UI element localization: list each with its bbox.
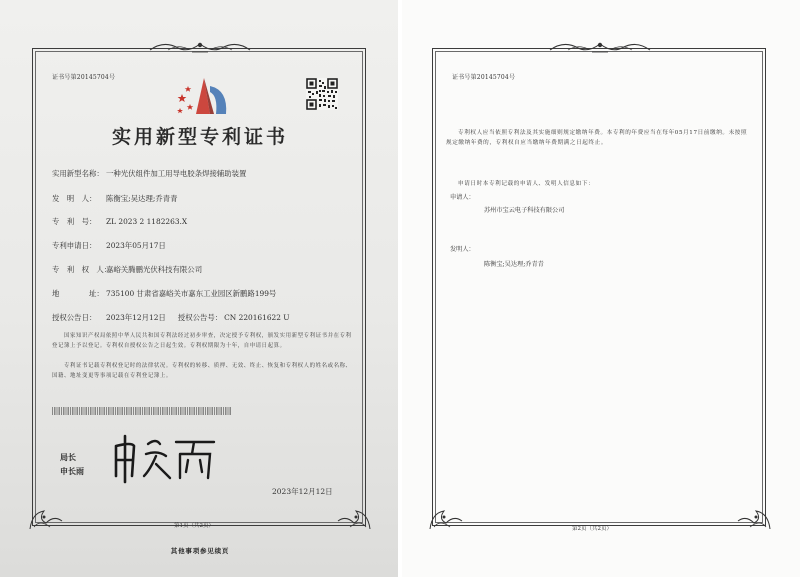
field-label: 发 明 人： [52, 194, 97, 203]
applicant-info-paragraph: 申请日时本专利记载的申请人、发明人信息如下： [458, 181, 595, 187]
field-value: 一种光伏组件加工用导电胶条焊接辅助装置 [106, 169, 247, 178]
corner-ornament-icon [334, 503, 374, 533]
certificate-number: 证书号第20145704号 [52, 74, 116, 81]
signature-icon [110, 432, 220, 484]
field-address [52, 288, 276, 299]
field-value: ZL 2023 2 1182263.X [106, 217, 188, 226]
field-label: 专 利 号： [52, 217, 97, 226]
issue-date: 2023年12月12日 [272, 487, 333, 496]
field-value: 2023年12月12日 [106, 313, 166, 322]
director-role: 局长 [60, 453, 76, 462]
field-value: 嘉峪关腾鹏光伏科技有限公司 [106, 265, 203, 274]
corner-ornament-icon [734, 503, 774, 533]
field-inventor [52, 193, 178, 204]
grant-number-value: CN 220161622 U [224, 313, 290, 322]
field-value: 陈衡宝;吴达理;乔青青 [106, 194, 178, 203]
footer-note: 其他事项参见续页 [170, 547, 230, 555]
field-label: 授权公告日： [52, 313, 97, 322]
page-number: 第1页（共2页） [174, 523, 214, 529]
field-label: 实用新型名称： [52, 169, 104, 178]
field-label: 专利申请日： [52, 241, 97, 250]
signature-text: 申长雨 [110, 432, 113, 433]
certificate-paragraph: 国家知识产权局依照中华人民共和国专利法经过初步审查，决定授予专利权，颁发实用新型专利证书并在专利登记簿上予以登记。专利权自授权公告之日起生效。专利权期限为十年，自申请日起算。 [52, 333, 352, 349]
field-application-date [52, 240, 166, 251]
field-grant-date [52, 312, 290, 323]
annual-fee-paragraph: 专利权人应当依照专利法及其实施细则规定缴纳年费。本专利的年费应当在每年05月17日前缴纳。未按照规定缴纳年费的，专利权自应当缴纳年费期满之日起终止。 [446, 130, 748, 146]
certificate-paragraph: 专利证书记载专利权登记时的法律状况。专利权的转移、质押、无效、终止、恢复和专利权人的姓名或名称、国籍、地址变更等事项记载在专利登记簿上。 [52, 363, 352, 379]
corner-ornament-icon [426, 503, 466, 533]
border-ornament-icon [548, 40, 652, 54]
certificate-number: 证书号第20145704号 [452, 74, 516, 81]
applicant-value: 苏州市宝云电子科技有限公司 [484, 207, 565, 214]
applicant-label: 申请人： [450, 194, 475, 201]
corner-ornament-icon [26, 503, 66, 533]
border-ornament-icon [148, 40, 252, 54]
field-patentee [52, 264, 202, 275]
field-label: 专 利 权 人： [52, 265, 112, 274]
qr-code-icon [306, 78, 338, 110]
page-number: 第2页（共2页） [572, 526, 612, 532]
field-utility-model-name [52, 168, 246, 179]
grant-number-label: 授权公告号： [177, 313, 223, 322]
field-patent-number [52, 216, 187, 227]
continuation-inner-border [435, 51, 763, 523]
certificate-title: 实用新型专利证书 [111, 126, 288, 148]
director-name: 申长雨 [60, 467, 84, 476]
field-value: 735100 甘肃省嘉峪关市嘉东工业园区新鹏路199号 [106, 289, 277, 298]
field-value: 2023年05月17日 [106, 241, 166, 250]
barcode-strip [52, 407, 232, 415]
inventor-value: 陈衡宝;吴达理;乔青青 [484, 261, 544, 268]
field-label: 地 址： [52, 289, 104, 298]
cnipa-emblem-icon [170, 74, 234, 118]
inventor-label: 发明人： [450, 246, 475, 253]
